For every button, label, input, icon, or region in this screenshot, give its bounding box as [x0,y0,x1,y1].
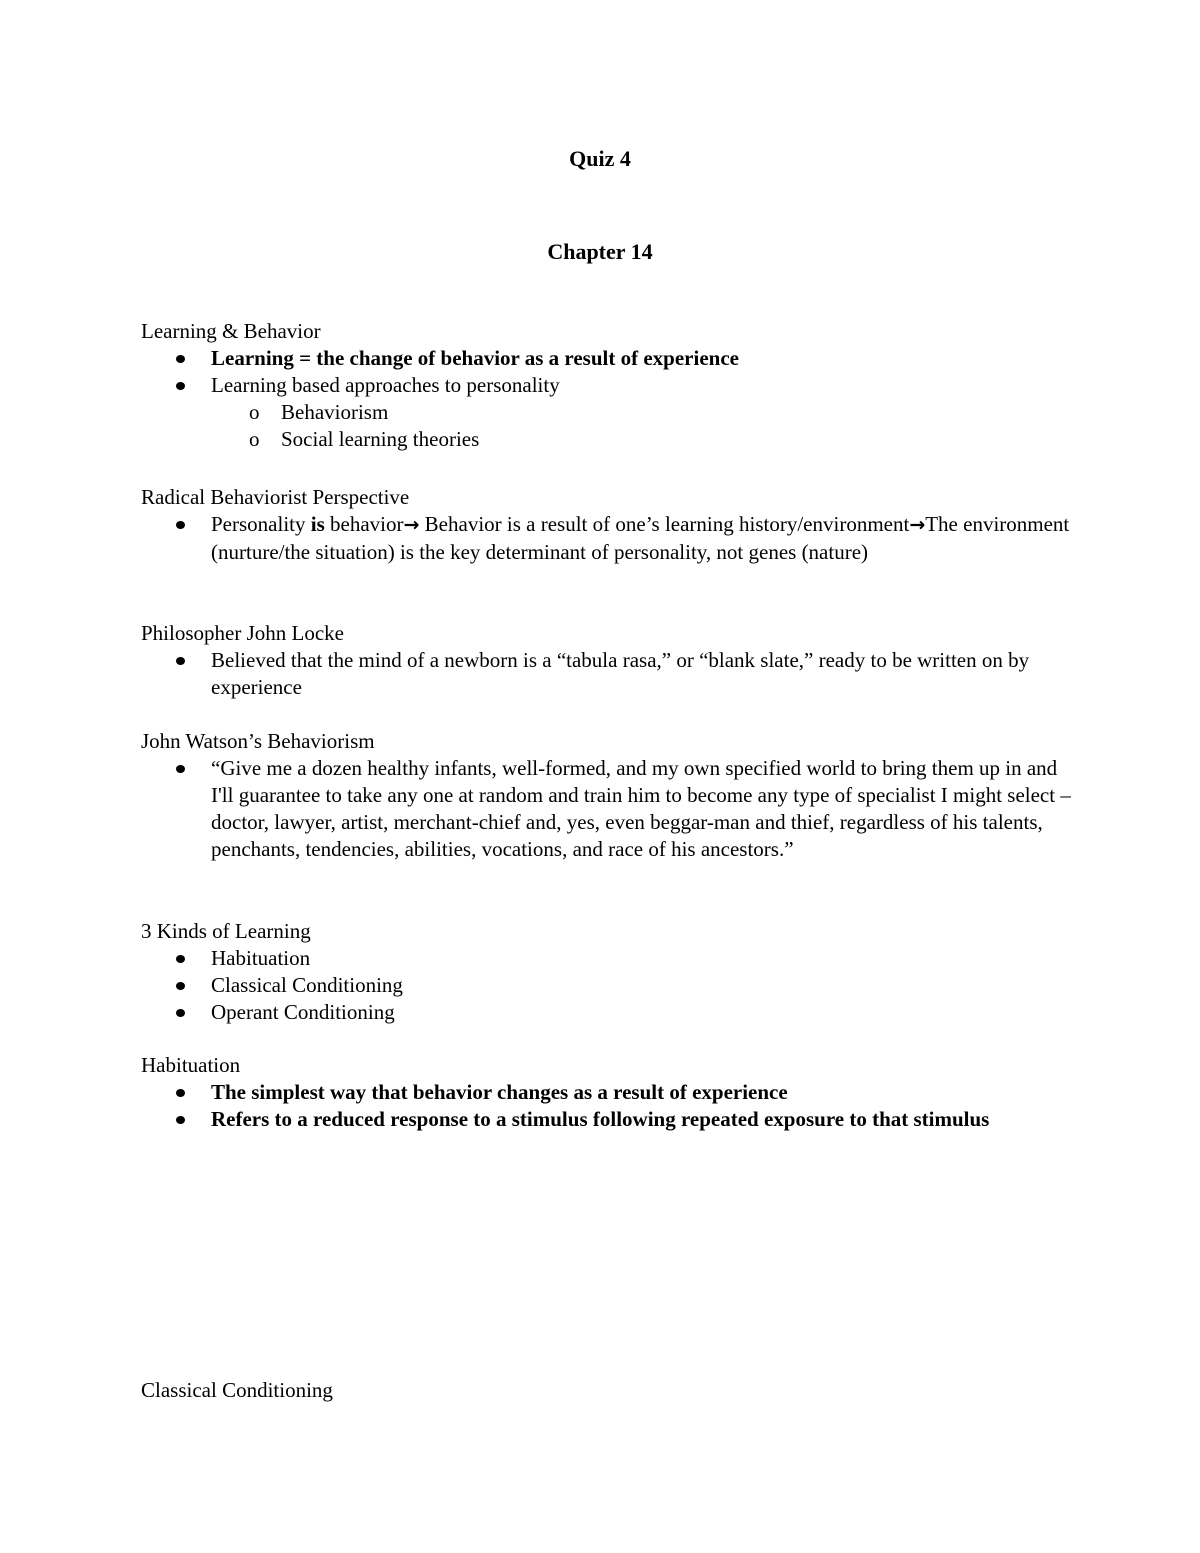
section-john-watson [141,728,1081,863]
arrow-right-icon: → [909,514,926,536]
text-run: The environment (nurture/the situation) is the key determinant of personality, not genes (nature) [211,512,1070,564]
section-heading: Habituation [141,1053,241,1077]
section-kinds-of-learning [141,918,1081,1026]
list-item [141,372,1081,453]
list-item: “Give me a dozen healthy infants, well-formed, and my own specified world to bring them up in and I'll guarantee to take any one at random and train him to become any type of specialist I might select – doctor, lawyer, artist, merchant-chief and, yes, even beggar-man and thief, regardless of his talents, penchants, tendencies, abilities, vocations, and race of his ancestors.” [141,755,1081,863]
bullet-list [141,345,1081,453]
sub-list-item [211,426,1081,453]
list-item: Classical Conditioning [141,972,1081,999]
sub-list-item-text: Social learning theories [281,427,480,451]
document-title: Quiz 4 [569,146,631,171]
list-item: Operant Conditioning [141,999,1081,1026]
section-classical-conditioning [141,1377,1081,1404]
sub-list [211,399,1081,453]
section-john-locke [141,620,1081,701]
list-item: The simplest way that behavior changes as a result of experience [141,1079,1081,1106]
sub-bullet-marker: o [249,427,260,451]
section-heading: Philosopher John Locke [141,621,344,645]
bullet-list [141,511,1081,566]
bullet-list [141,945,1081,1026]
list-item: Believed that the mind of a newborn is a “tabula rasa,” or “blank slate,” ready to be written on by experience [141,647,1081,701]
bullet-list [141,755,1081,863]
text-run: Personality [211,512,311,536]
section-heading: John Watson’s Behaviorism [141,729,375,753]
section-habituation [141,1052,1081,1133]
list-item: Habituation [141,945,1081,972]
bullet-list [141,647,1081,701]
chapter-title: Chapter 14 [547,239,653,264]
list-item: Refers to a reduced response to a stimulus following repeated exposure to that stimulus [141,1106,1081,1133]
text-run: Behavior is a result of one’s learning history/environment [419,512,910,536]
bullet-list [141,1079,1081,1133]
section-learning-behavior [141,318,1081,453]
sub-list-item-text: Behaviorism [281,400,389,424]
emphasis-text: is [310,512,325,536]
list-item-text: Learning based approaches to personality [211,373,560,397]
text-run: behavior [324,512,404,536]
arrow-right-icon: → [403,514,420,536]
list-item [141,511,1081,566]
section-heading: Classical Conditioning [141,1378,333,1402]
section-heading: Learning & Behavior [141,319,321,343]
section-radical-behaviorist [141,484,1081,566]
section-heading: Radical Behaviorist Perspective [141,485,410,509]
list-item: Learning = the change of behavior as a result of experience [141,345,1081,372]
sub-bullet-marker: o [249,400,260,424]
sub-list-item [211,399,1081,426]
section-heading: 3 Kinds of Learning [141,919,311,943]
